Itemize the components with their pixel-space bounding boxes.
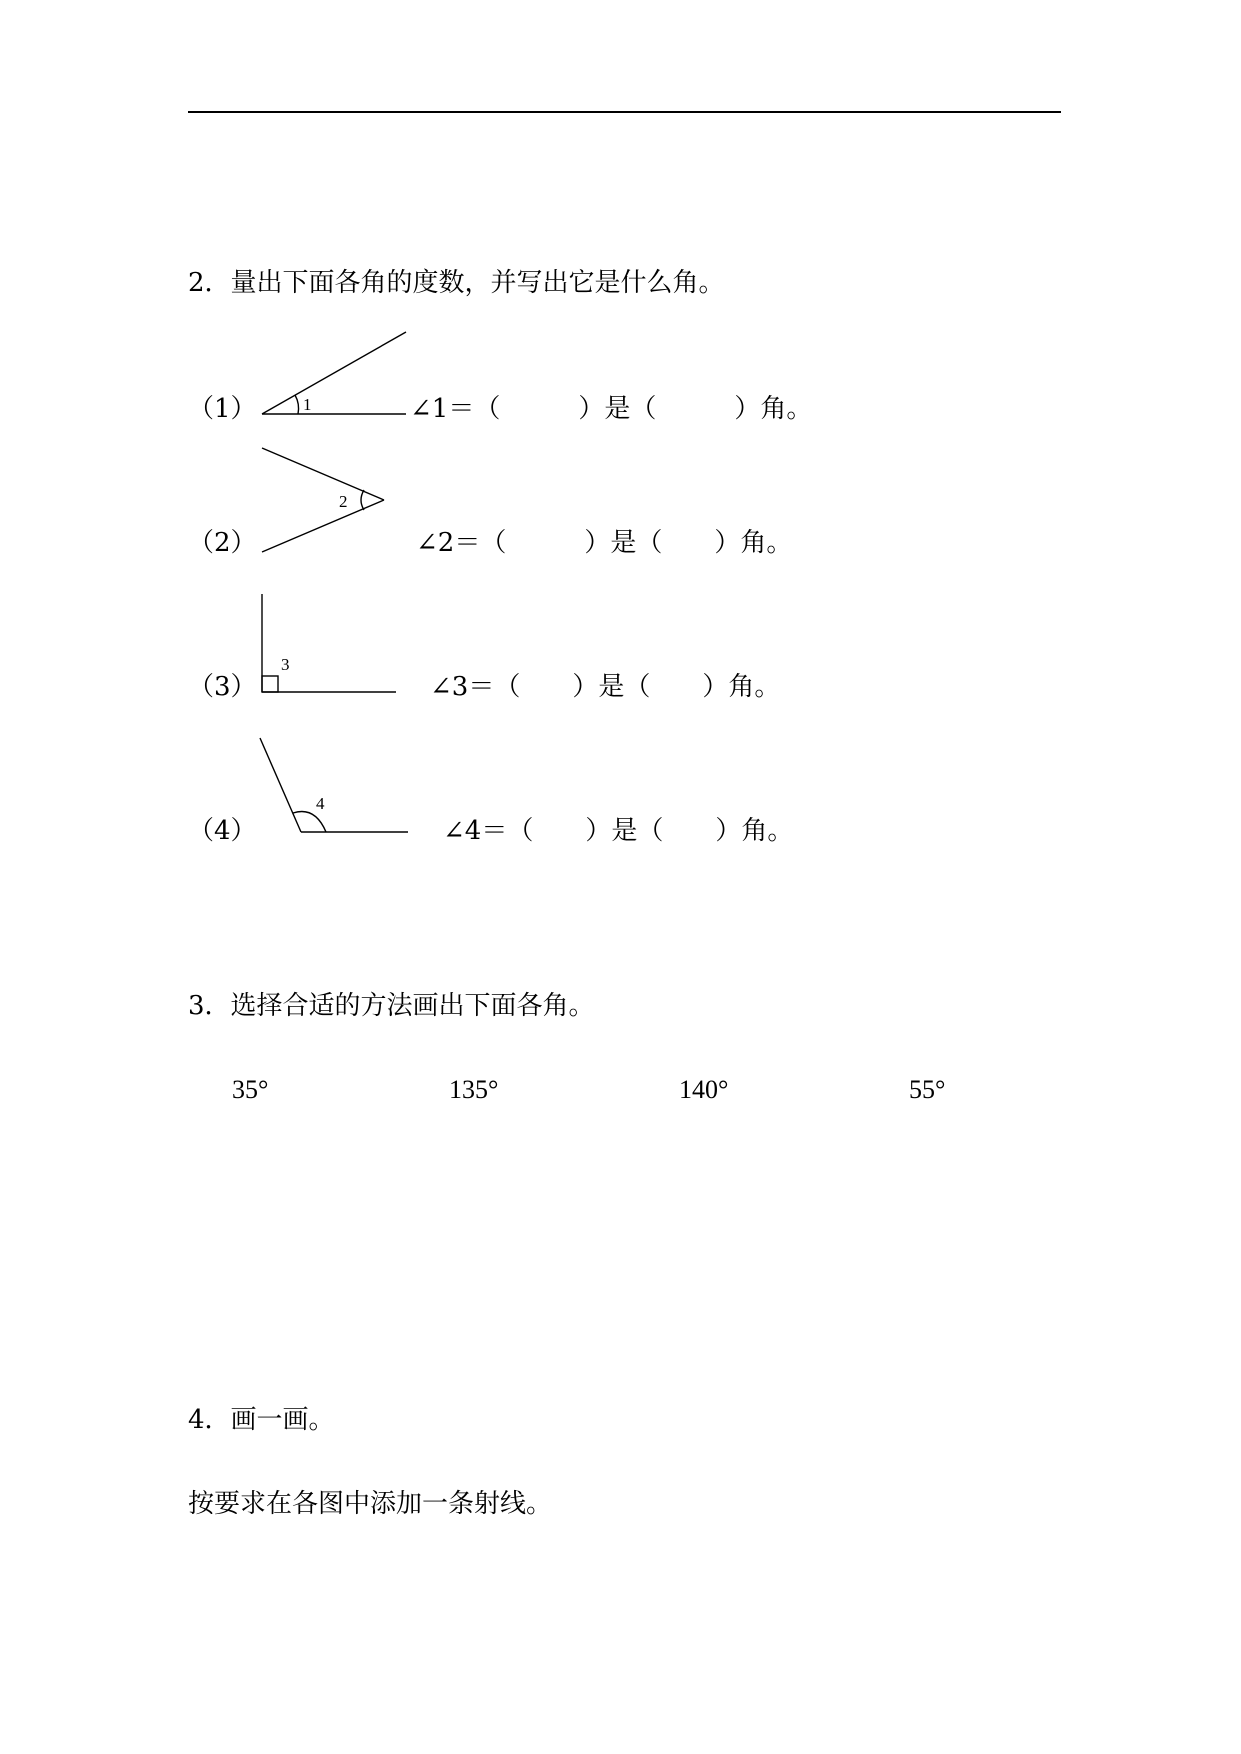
- item-3-answer: ∠3＝（ ）是（ ）角。: [430, 672, 781, 702]
- angle-4-figure: [256, 736, 412, 836]
- angle-value-135: 135°: [449, 1075, 499, 1104]
- angle-4-arc: [293, 812, 326, 832]
- angle-4-slanted-ray: [260, 738, 301, 832]
- angle-3-figure: [258, 592, 398, 696]
- angle-1-figure: [258, 328, 408, 418]
- angle-1-label: 1: [303, 395, 312, 414]
- angle-3-right-angle-mark: [262, 676, 278, 692]
- angle-2-arc: [361, 490, 364, 510]
- angle-4-label: 4: [316, 794, 325, 813]
- question-3-title: 3．选择合适的方法画出下面各角。: [188, 991, 595, 1021]
- question-4-title: 4．画一画。: [188, 1405, 335, 1435]
- angle-2-figure: [258, 444, 398, 556]
- angle-value-140: 140°: [679, 1075, 729, 1104]
- item-4-answer: ∠4＝（ ）是（ ）角。: [443, 816, 794, 846]
- item-1-index: （1）: [188, 394, 257, 424]
- angle-2-lower-ray: [262, 500, 384, 552]
- angle-value-35: 35°: [232, 1075, 269, 1104]
- item-2-answer: ∠2＝（ ）是（ ）角。: [416, 528, 793, 558]
- item-3-index: （3）: [188, 672, 257, 702]
- angle-2-upper-ray: [262, 448, 384, 500]
- question-4-instruction: 按要求在各图中添加一条射线。: [188, 1489, 553, 1519]
- angle-1-upper-ray: [262, 332, 406, 414]
- angle-3-label: 3: [281, 655, 290, 674]
- item-2-index: （2）: [188, 528, 257, 558]
- angle-value-55: 55°: [909, 1075, 946, 1104]
- question-2-title: 2．量出下面各角的度数，并写出它是什么角。: [188, 268, 725, 298]
- item-1-answer: ∠1＝（ ）是（ ）角。: [410, 394, 813, 424]
- angle-1-arc: [295, 395, 299, 414]
- item-4-index: （4）: [188, 816, 257, 846]
- page-header-rule: [188, 111, 1061, 113]
- angle-2-label: 2: [339, 492, 348, 511]
